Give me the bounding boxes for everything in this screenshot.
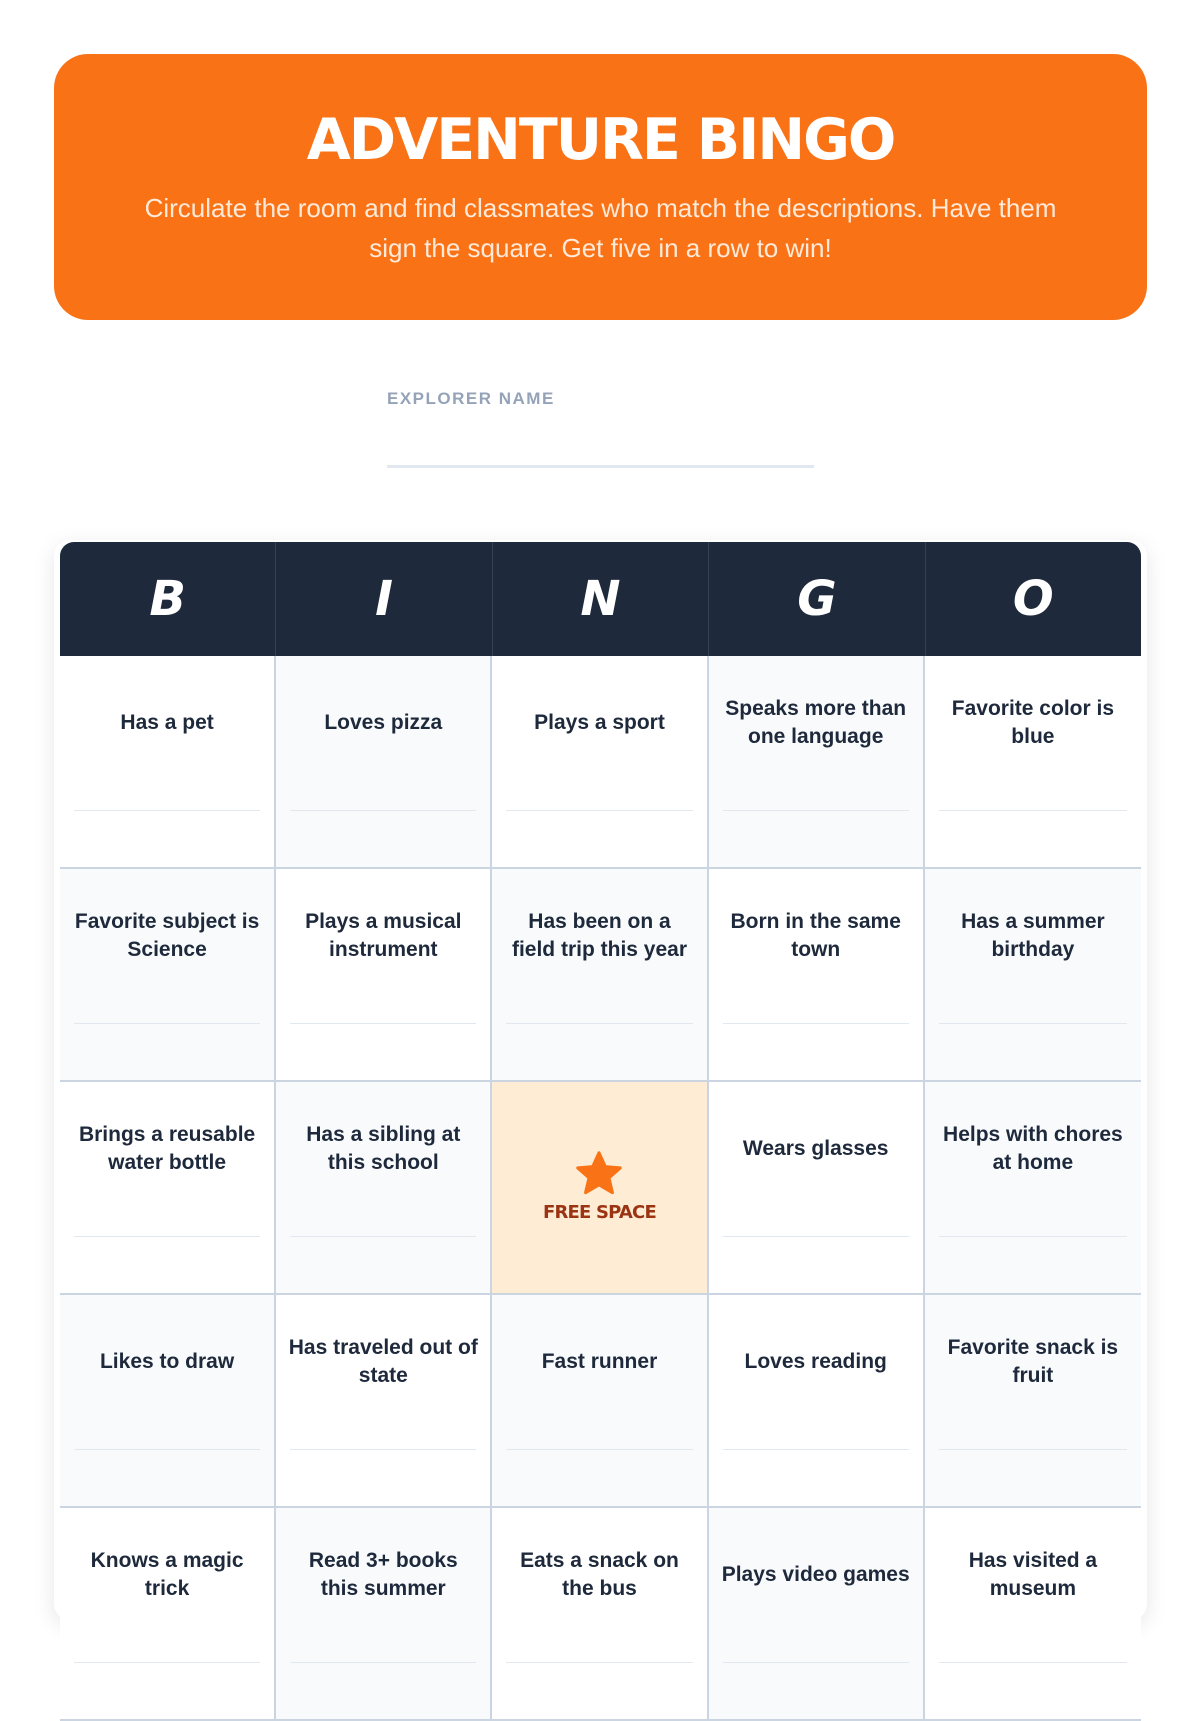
bingo-cell[interactable] bbox=[60, 1295, 276, 1508]
bingo-cell[interactable] bbox=[925, 869, 1141, 1082]
signature-line bbox=[723, 1023, 909, 1024]
signature-line bbox=[290, 1236, 476, 1237]
bingo-cell-text: Has a pet bbox=[120, 711, 214, 734]
bingo-cell[interactable] bbox=[925, 1295, 1141, 1508]
free-space-label: FREE SPACE bbox=[543, 1202, 656, 1223]
free-space-cell[interactable] bbox=[492, 1082, 708, 1295]
bingo-cell-text: Eats a snack on the bus bbox=[520, 1549, 679, 1600]
explorer-name-label: EXPLORER NAME bbox=[387, 389, 555, 408]
bingo-cell-text: Has visited a museum bbox=[968, 1549, 1098, 1600]
free-space-content bbox=[492, 1148, 706, 1223]
bingo-cell[interactable] bbox=[276, 1082, 492, 1295]
bingo-cell-text: Has a sibling at this school bbox=[306, 1123, 461, 1174]
signature-line bbox=[723, 810, 909, 811]
signature-line bbox=[506, 1023, 692, 1024]
bingo-cell-text: Favorite snack is fruit bbox=[947, 1336, 1119, 1387]
bingo-cell-text: Has been on a field trip this year bbox=[511, 910, 688, 961]
bingo-letter-i: I bbox=[276, 542, 492, 656]
signature-line bbox=[723, 1236, 909, 1237]
bingo-cell-text: Helps with chores at home bbox=[943, 1123, 1123, 1174]
bingo-cell[interactable] bbox=[492, 1295, 708, 1508]
signature-line bbox=[939, 1023, 1127, 1024]
bingo-cell-text: Wears glasses bbox=[742, 1137, 889, 1160]
bingo-cell-text: Knows a magic trick bbox=[90, 1549, 244, 1600]
bingo-cell[interactable] bbox=[60, 869, 276, 1082]
bingo-cell-text: Loves pizza bbox=[324, 711, 443, 734]
bingo-cell[interactable] bbox=[709, 1082, 925, 1295]
bingo-cell-text: Likes to draw bbox=[99, 1350, 235, 1373]
signature-line bbox=[939, 810, 1127, 811]
signature-line bbox=[506, 1662, 692, 1663]
bingo-cell-text: Fast runner bbox=[541, 1350, 658, 1373]
star-icon bbox=[573, 1148, 625, 1200]
explorer-name-field-group bbox=[387, 388, 814, 468]
signature-line bbox=[290, 1449, 476, 1450]
bingo-board bbox=[60, 542, 1141, 1721]
signature-line bbox=[74, 810, 260, 811]
bingo-cell-text: Read 3+ books this summer bbox=[308, 1549, 458, 1600]
bingo-cell[interactable] bbox=[709, 1295, 925, 1508]
signature-line bbox=[290, 1023, 476, 1024]
bingo-cell-text: Plays a sport bbox=[534, 711, 665, 734]
bingo-letter-o: O bbox=[1012, 571, 1054, 627]
bingo-cell[interactable] bbox=[492, 869, 708, 1082]
bingo-cell[interactable] bbox=[709, 869, 925, 1082]
bingo-cell[interactable] bbox=[60, 656, 276, 869]
signature-line bbox=[74, 1449, 260, 1450]
bingo-cell-text: Speaks more than one language bbox=[725, 697, 907, 748]
bingo-cell[interactable] bbox=[60, 1082, 276, 1295]
bingo-cell-text: Favorite subject is Science bbox=[74, 910, 260, 961]
signature-line bbox=[939, 1662, 1127, 1663]
instructions-text: Circulate the room and find classmates who match the descriptions. Have them sign the square. Get five in a row to win! bbox=[144, 193, 1057, 263]
bingo-letter-b: B bbox=[60, 542, 276, 656]
bingo-cell[interactable] bbox=[709, 1508, 925, 1721]
bingo-cell[interactable] bbox=[276, 869, 492, 1082]
bingo-cell[interactable] bbox=[492, 656, 708, 869]
signature-line bbox=[723, 1662, 909, 1663]
bingo-cell[interactable] bbox=[276, 1295, 492, 1508]
bingo-letter-n: N bbox=[493, 542, 709, 656]
bingo-cell[interactable] bbox=[276, 656, 492, 869]
bingo-cell[interactable] bbox=[709, 656, 925, 869]
bingo-cell-text: Favorite color is blue bbox=[951, 697, 1114, 748]
bingo-cell[interactable] bbox=[492, 1508, 708, 1721]
bingo-cell-text: Brings a reusable water bottle bbox=[78, 1123, 256, 1174]
page-title: ADVENTURE BINGO bbox=[306, 107, 895, 173]
bingo-cell-text: Has a summer birthday bbox=[961, 910, 1105, 961]
signature-line bbox=[74, 1236, 260, 1237]
bingo-cell-text: Born in the same town bbox=[730, 910, 901, 961]
signature-line bbox=[74, 1662, 260, 1663]
signature-line bbox=[290, 1662, 476, 1663]
bingo-cell-text: Has traveled out of state bbox=[288, 1336, 478, 1387]
bingo-cell[interactable] bbox=[925, 1082, 1141, 1295]
explorer-name-input[interactable] bbox=[387, 428, 814, 468]
signature-line bbox=[506, 1449, 692, 1450]
bingo-cell[interactable] bbox=[925, 1508, 1141, 1721]
bingo-letter-row bbox=[60, 542, 1141, 656]
signature-line bbox=[290, 810, 476, 811]
title-banner bbox=[54, 54, 1147, 320]
bingo-letter-g: G bbox=[709, 542, 925, 656]
bingo-cell-text: Loves reading bbox=[744, 1350, 887, 1373]
bingo-grid bbox=[60, 656, 1141, 1721]
signature-line bbox=[723, 1449, 909, 1450]
bingo-cell-text: Plays a musical instrument bbox=[305, 910, 462, 961]
signature-line bbox=[506, 810, 692, 811]
bingo-cell[interactable] bbox=[276, 1508, 492, 1721]
bingo-cell[interactable] bbox=[60, 1508, 276, 1721]
bingo-cell[interactable] bbox=[925, 656, 1141, 869]
bingo-cell-text: Plays video games bbox=[721, 1563, 910, 1586]
signature-line bbox=[74, 1023, 260, 1024]
signature-line bbox=[939, 1236, 1127, 1237]
signature-line bbox=[939, 1449, 1127, 1450]
